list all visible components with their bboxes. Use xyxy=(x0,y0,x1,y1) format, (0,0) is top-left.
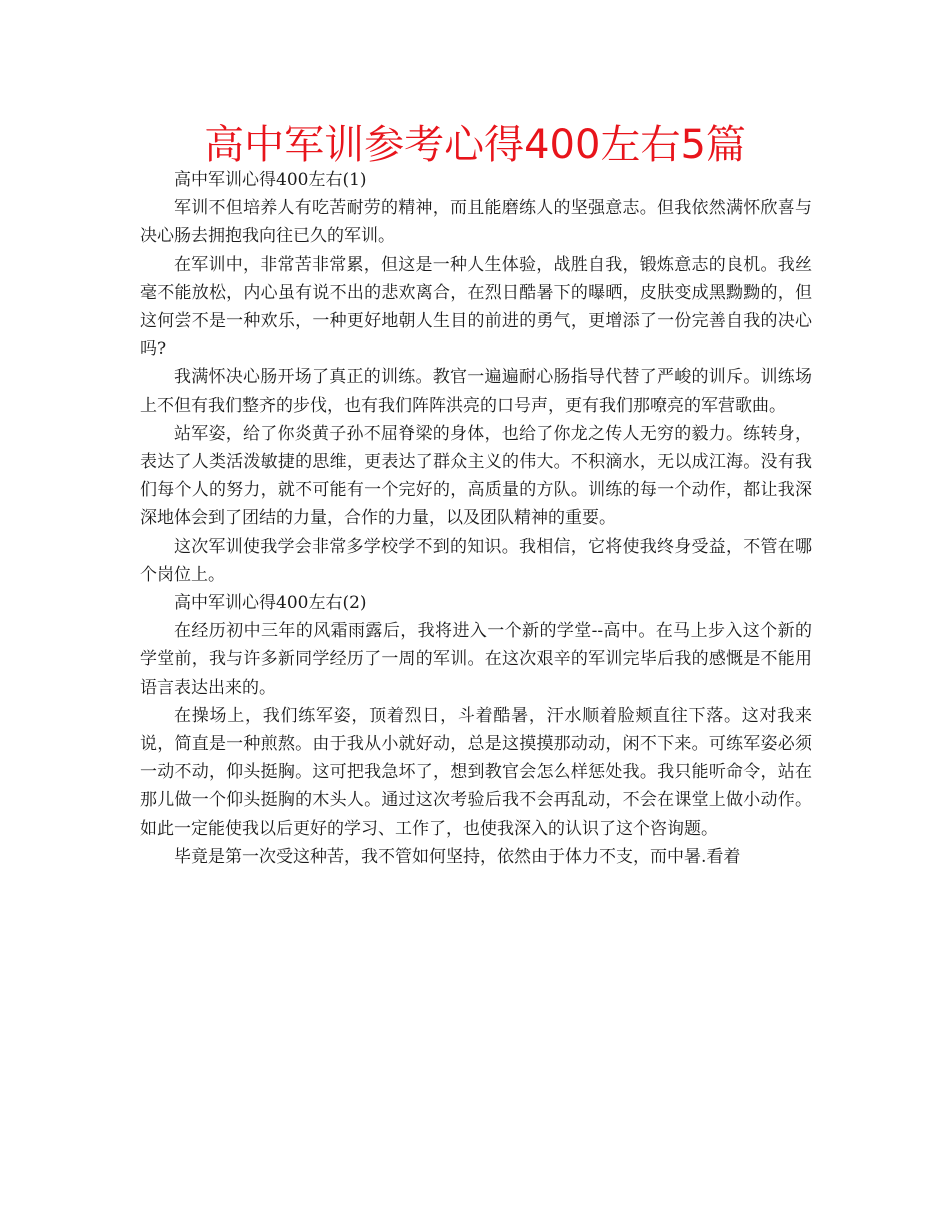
paragraph: 军训不但培养人有吃苦耐劳的精神，而且能磨练人的坚强意志。但我依然满怀欣喜与决心肠去拥抱我向往已久的军训。 xyxy=(140,198,812,247)
paragraph: 这次军训使我学会非常多学校学不到的知识。我相信，它将使我终身受益，不管在哪个岗位上。 xyxy=(140,536,812,585)
section-heading: 高中军训心得400左右(2) xyxy=(174,593,367,614)
paragraph: 在经历初中三年的风霜雨露后，我将进入一个新的学堂--高中。在马上步入这个新的学堂前，我与许多新同学经历了一周的军训。在这次艰辛的军训完毕后我的感慨是不能用语言表达出来的。 xyxy=(140,621,812,698)
document-title: 高中军训参考心得400左右5篇 xyxy=(204,122,746,168)
paragraph: 我满怀决心肠开场了真正的训练。教官一遍遍耐心肠指导代替了严峻的训斥。训练场上不但有我们整齐的步伐，也有我们阵阵洪亮的口号声，更有我们那嘹亮的军营歌曲。 xyxy=(140,367,812,416)
paragraph: 站军姿，给了你炎黄子孙不屈脊梁的身体，也给了你龙之传人无穷的毅力。练转身，表达了人类活泼敏捷的思维，更表达了群众主义的伟大。不积滴水，无以成江海。没有我们每个人的努力，就不可能有一个完好的，高质量的方队。训练的每一个动作，都让我深深地体会到了团结的力量，合作的力量，以及团队精神的重要。 xyxy=(140,423,812,529)
section-heading: 高中军训心得400左右(1) xyxy=(174,170,367,190)
paragraph: 毕竟是第一次受这种苦，我不管如何坚持，依然由于体力不支，而中暑.看着 xyxy=(174,846,741,867)
paragraph: 在军训中，非常苦非常累，但这是一种人生体验，战胜自我，锻炼意志的良机。我丝毫不能放松，内心虽有说不出的悲欢离合，在烈日酷暑下的曝晒，皮肤变成黑黝黝的，但这何尝不是一种欢乐，一种更好地朝人生目的前进的勇气，更增添了一份完善自我的决心吗? xyxy=(140,254,812,360)
paragraph: 在操场上，我们练军姿，顶着烈日，斗着酷暑，汗水顺着脸颊直往下落。这对我来说，简直是一种煎熬。由于我从小就好动，总是这摸摸那动动，闲不下来。可练军姿必须一动不动，仰头挺胸。这可把我急坏了，想到教官会怎么样惩处我。我只能听命令，站在那儿做一个仰头挺胸的木头人。通过这次考验后我不会再乱动，不会在课堂上做小动作。如此一定能使我以后更好的学习、工作了，也使我深入的认识了这个咨询题。 xyxy=(140,705,812,839)
document-body xyxy=(140,166,812,871)
